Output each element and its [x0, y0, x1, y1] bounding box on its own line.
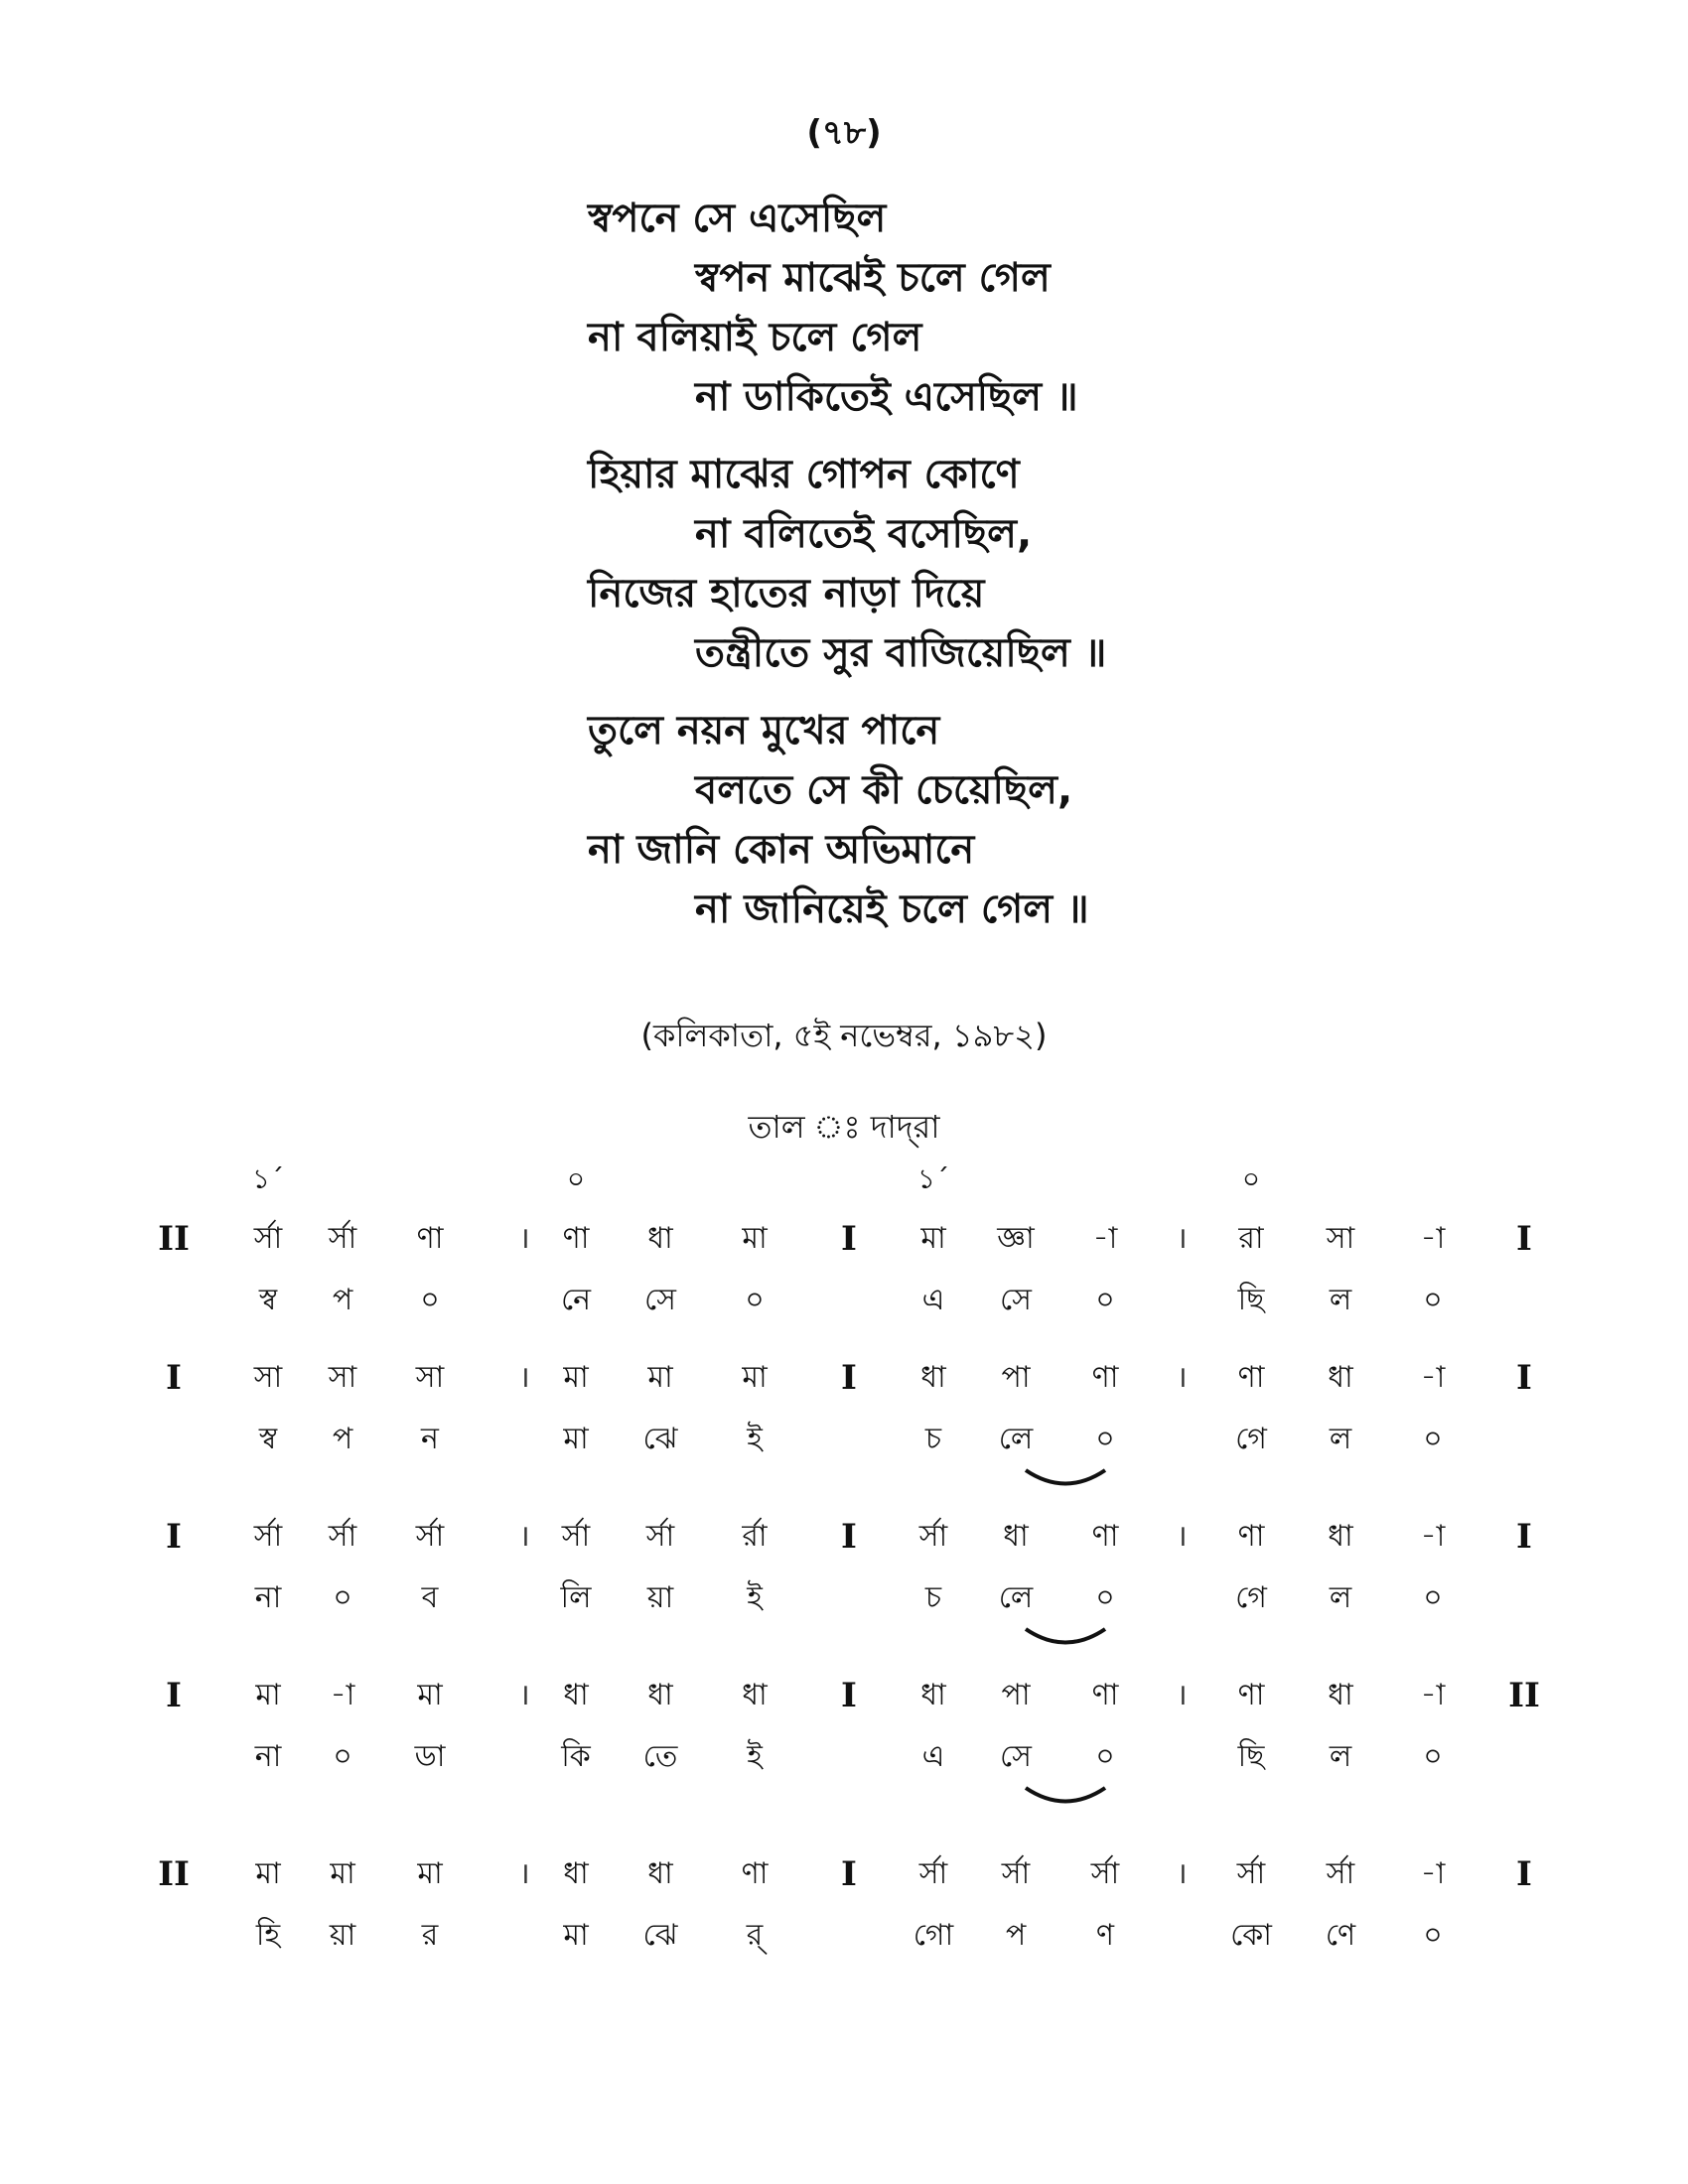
bar-line-start: I [166, 1517, 182, 1557]
lyric-syllable: মা [563, 1918, 589, 1953]
bar-line-end: I [1516, 1517, 1532, 1557]
note: -া [1420, 1678, 1446, 1712]
lyric-syllable: হি [255, 1918, 281, 1953]
note: ধা [563, 1856, 589, 1891]
poem-line: স্বপনে সে এসেছিল [588, 196, 887, 241]
poem-line: না বলিতেই বসেছিল, [695, 511, 1033, 557]
lyric-syllable: প [1005, 1918, 1027, 1953]
lyric-syllable: সে [1000, 1739, 1032, 1774]
lyric-syllable: গে [1235, 1422, 1267, 1456]
note: ধা [920, 1360, 946, 1395]
lyric-syllable: ০ [1423, 1283, 1443, 1317]
note: ণা [1091, 1519, 1119, 1554]
lyric-syllable: ০ [1423, 1739, 1443, 1774]
lyric-syllable: ঝে [642, 1918, 678, 1953]
beat-divider: । [518, 1519, 530, 1554]
lyric-syllable: লে [998, 1422, 1034, 1456]
beat-divider: । [1176, 1519, 1188, 1554]
note: মা [563, 1360, 589, 1395]
lyric-syllable: ০ [1423, 1422, 1443, 1456]
poem-line: নিজের হাতের নাড়া দিয়ে [588, 571, 985, 616]
lyric-syllable: ০ [420, 1283, 440, 1317]
lyric-syllable: ০ [1095, 1739, 1115, 1774]
note: ধা [1328, 1678, 1353, 1712]
lyric-syllable: ল [1329, 1739, 1352, 1774]
beat-mark: ০ [566, 1162, 586, 1195]
bar-line-start: II [158, 1219, 190, 1259]
lyric-syllable: ০ [745, 1283, 765, 1317]
note: ধা [563, 1678, 589, 1712]
note: পা [1001, 1678, 1031, 1712]
note: সা [415, 1360, 445, 1395]
lyric-syllable: চ [924, 1580, 942, 1615]
lyric-syllable: ল [1329, 1422, 1352, 1456]
lyric-syllable: গে [1235, 1580, 1267, 1615]
lyric-syllable: লে [998, 1580, 1034, 1615]
note: ধা [920, 1678, 946, 1712]
note: র্সা [1090, 1856, 1120, 1891]
note: ণা [1237, 1519, 1265, 1554]
lyric-syllable: ০ [1095, 1422, 1115, 1456]
bar-line-end: I [1516, 1219, 1532, 1259]
note: -া [1420, 1519, 1446, 1554]
beat-divider: । [1176, 1221, 1188, 1256]
lyric-syllable: এ [921, 1739, 945, 1774]
beat-divider: । [1176, 1360, 1188, 1395]
lyric-syllable: কো [1230, 1918, 1272, 1953]
lyric-syllable: সে [1000, 1283, 1032, 1317]
note: র্রা [742, 1519, 768, 1554]
note: -া [1420, 1221, 1446, 1256]
note: র্সা [561, 1519, 591, 1554]
note: র্সা [415, 1519, 445, 1554]
lyric-syllable: প [332, 1283, 353, 1317]
lyric-syllable: ডা [414, 1739, 446, 1774]
lyric-syllable: ছি [1237, 1283, 1265, 1317]
poem-line: বলতে সে কী চেয়েছিল, [695, 767, 1073, 813]
lyric-syllable: র [421, 1918, 439, 1953]
poem-line: হিয়ার মাঝের গোপন কোণে [588, 452, 1020, 497]
bar-line-mid: I [841, 1854, 857, 1894]
note: র্সা [1326, 1856, 1355, 1891]
bar-line-start: I [166, 1676, 182, 1715]
beat-mark: ১´ [251, 1162, 285, 1195]
page-number: (৭৮) [806, 113, 882, 153]
note: ধা [1328, 1519, 1353, 1554]
note: মা [920, 1221, 946, 1256]
note: ধা [1003, 1519, 1029, 1554]
lyric-syllable: তে [642, 1739, 678, 1774]
lyric-syllable: নে [560, 1283, 592, 1317]
lyric-syllable: ঝে [642, 1422, 678, 1456]
lyric-syllable: প [332, 1422, 353, 1456]
note: -া [1092, 1221, 1118, 1256]
note: ণা [562, 1221, 590, 1256]
beat-divider: । [518, 1221, 530, 1256]
lyric-syllable: য়া [646, 1580, 674, 1615]
note: ণা [741, 1856, 769, 1891]
lyric-syllable: না [254, 1580, 282, 1615]
note: ণা [1237, 1678, 1265, 1712]
beat-divider: । [518, 1856, 530, 1891]
slur-mark [1021, 1624, 1110, 1654]
poem-line: তুলে নয়ন মুখের পানে [588, 708, 940, 753]
poem-line: তন্ত্রীতে সুর বাজিয়েছিল ॥ [695, 630, 1107, 676]
bar-line-end: II [1508, 1676, 1540, 1715]
beat-divider: । [518, 1360, 530, 1395]
lyric-syllable: ০ [1423, 1580, 1443, 1615]
lyric-syllable: ০ [333, 1580, 352, 1615]
lyric-syllable: ০ [1423, 1918, 1443, 1953]
note: মা [742, 1221, 768, 1256]
bar-line-mid: I [841, 1676, 857, 1715]
lyric-syllable: চ [924, 1422, 942, 1456]
note: ণা [1091, 1678, 1119, 1712]
lyric-syllable: না [254, 1739, 282, 1774]
note: ণা [1091, 1360, 1119, 1395]
poem-line: না জানিয়েই চলে গেল ॥ [695, 887, 1089, 932]
bar-line-mid: I [841, 1358, 857, 1398]
lyric-syllable: স্ব [258, 1422, 278, 1456]
lyric-syllable: ০ [333, 1739, 352, 1774]
lyric-syllable: স্ব [258, 1283, 278, 1317]
note: র্সা [328, 1221, 357, 1256]
note: ধা [647, 1221, 673, 1256]
note: পা [1001, 1360, 1031, 1395]
note: মা [647, 1360, 673, 1395]
note: মা [255, 1678, 281, 1712]
lyric-syllable: ই [747, 1580, 763, 1615]
note: র্সা [918, 1519, 948, 1554]
slur-mark [1021, 1465, 1110, 1495]
note: -া [1420, 1856, 1446, 1891]
note: ধা [1328, 1360, 1353, 1395]
note: র্সা [1236, 1856, 1266, 1891]
lyric-syllable: মা [563, 1422, 589, 1456]
bar-line-end: I [1516, 1854, 1532, 1894]
note: ধা [647, 1678, 673, 1712]
bar-line-mid: I [841, 1517, 857, 1557]
beat-divider: । [518, 1678, 530, 1712]
lyric-syllable: লি [560, 1580, 592, 1615]
note: ধা [647, 1856, 673, 1891]
note: র্সা [328, 1519, 357, 1554]
note: সা [253, 1360, 283, 1395]
slur-mark [1021, 1783, 1110, 1813]
bar-line-start: II [158, 1854, 190, 1894]
note: মা [742, 1360, 768, 1395]
poem-line: না জানি কোন অভিমানে [588, 827, 975, 873]
dateline: (কলিকাতা, ৫ই নভেম্বর, ১৯৮২) [640, 1017, 1048, 1054]
poem-line: স্বপন মাঝেই চলে গেল [695, 255, 1051, 301]
lyric-syllable: ণে [1325, 1918, 1356, 1953]
lyric-syllable: সে [644, 1283, 676, 1317]
beat-mark: ০ [1241, 1162, 1261, 1195]
lyric-syllable: য়া [329, 1918, 356, 1953]
lyric-syllable: ০ [1095, 1580, 1115, 1615]
note: মা [330, 1856, 355, 1891]
lyric-syllable: র্ [746, 1918, 764, 1953]
lyric-syllable: ন [421, 1422, 439, 1456]
note: মা [417, 1678, 443, 1712]
note: মা [417, 1856, 443, 1891]
note: র্সা [645, 1519, 675, 1554]
note: -া [330, 1678, 355, 1712]
note: র্সা [918, 1856, 948, 1891]
beat-divider: । [1176, 1678, 1188, 1712]
lyric-syllable: ণ [1095, 1918, 1115, 1953]
poem-line: না বলিয়াই চলে গেল [588, 315, 922, 360]
lyric-syllable: ০ [1095, 1283, 1115, 1317]
note: রা [1238, 1221, 1264, 1256]
lyric-syllable: কি [561, 1739, 591, 1774]
poem-line: না ডাকিতেই এসেছিল ॥ [695, 374, 1078, 420]
lyric-syllable: এ [921, 1283, 945, 1317]
lyric-syllable: ব [421, 1580, 439, 1615]
lyric-syllable: ল [1329, 1283, 1352, 1317]
beat-divider: । [1176, 1856, 1188, 1891]
lyric-syllable: ছি [1237, 1739, 1265, 1774]
note: জ্ঞা [997, 1221, 1035, 1256]
note: -া [1420, 1360, 1446, 1395]
note: র্সা [253, 1221, 283, 1256]
note: র্সা [1001, 1856, 1031, 1891]
lyric-syllable: ই [747, 1739, 763, 1774]
lyric-syllable: ই [747, 1422, 763, 1456]
note: র্সা [253, 1519, 283, 1554]
note: ণা [416, 1221, 444, 1256]
beat-mark: ১´ [916, 1162, 950, 1195]
note: সা [1326, 1221, 1355, 1256]
tala-heading: তাল ঃ দাদ্‌রা [748, 1108, 940, 1146]
bar-line-end: I [1516, 1358, 1532, 1398]
note: ণা [1237, 1360, 1265, 1395]
lyric-syllable: গো [913, 1918, 954, 1953]
note: মা [255, 1856, 281, 1891]
bar-line-mid: I [841, 1219, 857, 1259]
bar-line-start: I [166, 1358, 182, 1398]
note: ধা [742, 1678, 768, 1712]
note: সা [328, 1360, 357, 1395]
lyric-syllable: ল [1329, 1580, 1352, 1615]
